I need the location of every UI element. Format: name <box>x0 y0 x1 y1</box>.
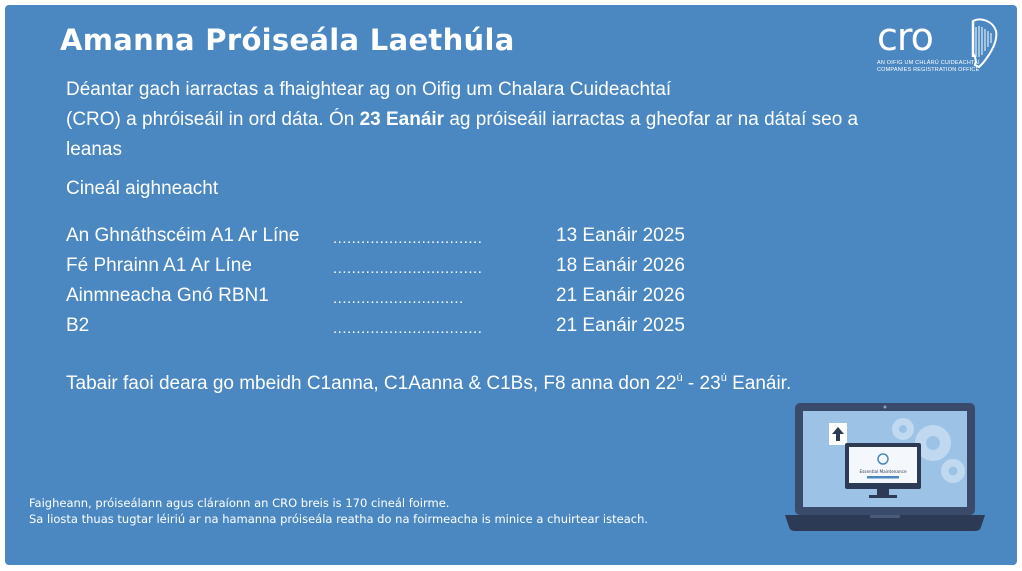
note-text <box>66 373 791 395</box>
intro-line-1: Déantar gach iarractas a fhaightear ag on Oifig um Chalara Cuideachtaí <box>66 79 672 100</box>
dot-leader: ................................ <box>333 260 483 277</box>
submission-type: Ainmneacha Gnó RBN1 <box>66 285 269 306</box>
submission-type: B2 <box>66 315 90 336</box>
logo-wordmark: cro <box>877 15 933 59</box>
submission-type-heading: Cineál aighneacht <box>66 178 219 199</box>
processing-date: 13 Eanáir 2025 <box>556 225 685 246</box>
processing-date: 21 Eanáir 2026 <box>556 285 685 306</box>
logo-subtitle-irish: AN OIFIG UM CHLÁRÚ CUIDEACHTAÍ <box>877 60 980 66</box>
dot-leader: ................................ <box>333 230 483 247</box>
processing-date: 18 Eanáir 2026 <box>556 255 685 276</box>
laptop-screen-text: Essential Maintenance <box>859 469 907 474</box>
processing-date: 21 Eanáir 2025 <box>556 315 685 336</box>
submission-type: Fé Phrainn A1 Ar Líne <box>66 255 252 276</box>
note-ordinal-2: ú <box>720 372 727 384</box>
submission-type: An Ghnáthscéim A1 Ar Líne <box>66 225 300 246</box>
intro-highlight-date: 23 Eanáir <box>359 109 445 130</box>
dot-leader: ............................ <box>333 290 464 307</box>
footer-line-1: Faigheann, próiseálann agus cláraíonn an CRO breis is 170 cineál foirme. <box>29 496 450 510</box>
laptop-maintenance-illustration <box>785 401 985 533</box>
note-end: Eanáir. <box>726 373 792 394</box>
note-start: Tabair faoi deara go mbeidh C1anna, C1Aanna & C1Bs, F8 anna don 22 <box>66 373 677 394</box>
intro-line-2-end: ag próiseáil iarractas a gheofar ar na dátaí seo a <box>444 109 859 130</box>
intro-line-3: leanas <box>66 139 122 160</box>
intro-line-2 <box>66 105 896 135</box>
note-middle: - 23 <box>682 373 721 394</box>
page-title: Amanna Próiseála Laethúla <box>60 23 515 57</box>
slide-panel <box>5 5 1017 565</box>
note-ordinal-1: ú <box>676 372 683 384</box>
cro-logo <box>875 17 1005 73</box>
intro-paragraph <box>66 75 896 165</box>
footer-line-2: Sa liosta thuas tugtar léiriú ar na hamanna próiseála reatha do na foirmeacha is minice a chuirtear isteach. <box>29 512 649 526</box>
footer-note <box>29 495 648 527</box>
dot-leader: ................................ <box>333 320 483 337</box>
intro-line-2-start: (CRO) a phróiseáil in ord dáta. Ón <box>66 109 360 130</box>
logo-subtitle-english: COMPANIES REGISTRATION OFFICE <box>877 67 980 73</box>
